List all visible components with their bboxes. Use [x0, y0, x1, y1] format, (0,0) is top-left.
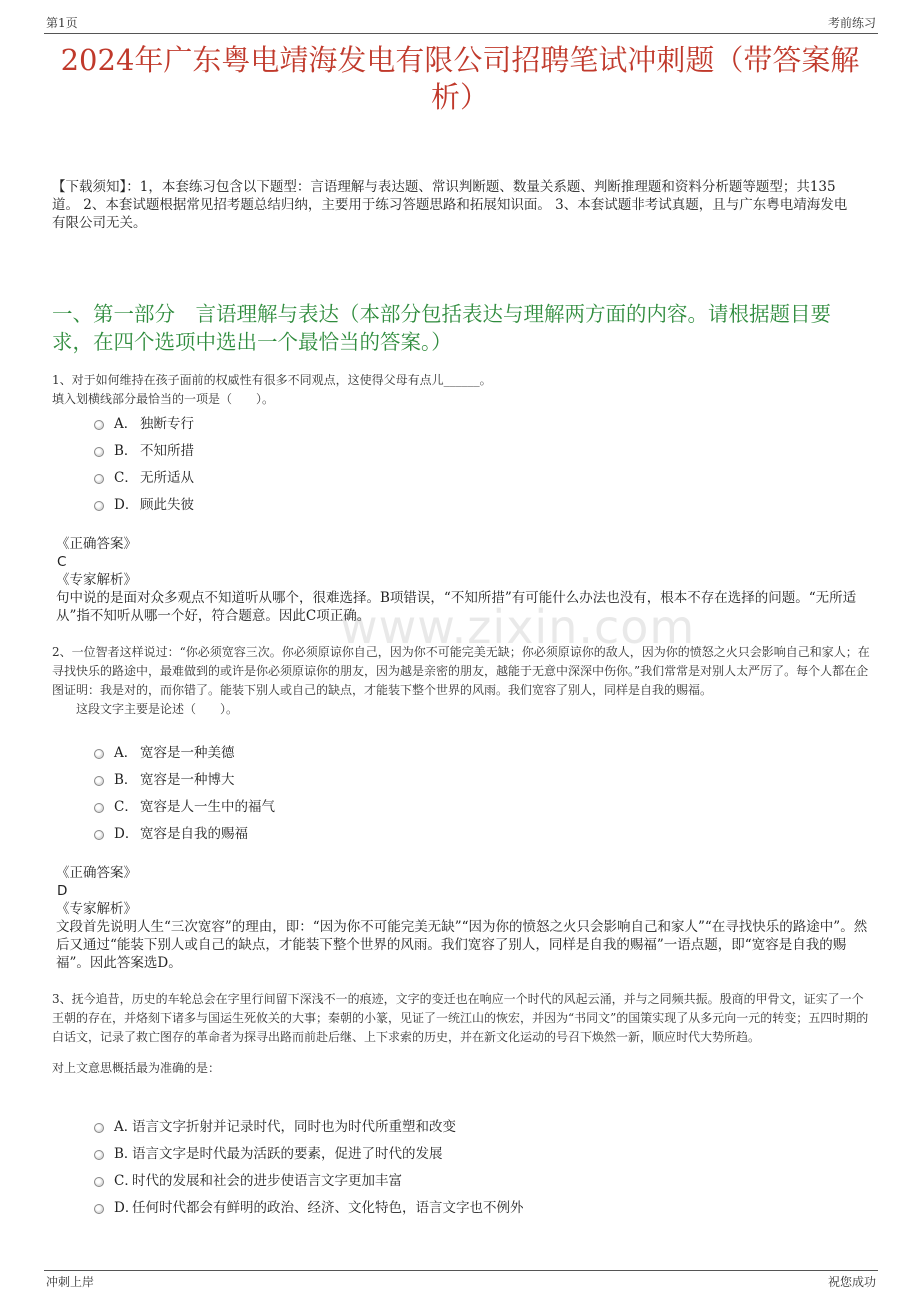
option-b[interactable]: B． 不知所措 — [94, 435, 194, 462]
radio-icon[interactable] — [94, 447, 104, 457]
option-c[interactable]: C． 宽容是人一生中的福气 — [94, 791, 275, 818]
section-heading: 一、第一部分 言语理解与表达（本部分包括表达与理解两方面的内容。请根据题目要求，在四个选项中选出一个最恰当的答案。） — [52, 302, 831, 354]
download-notice: 【下载须知】：1，本套练习包含以下题型：言语理解与表达题、常识判断题、数量关系题、判断推理题和资料分析题等题型；共135道。 2、本套试题根据常见招考题总结归纳，主要用于练习答题思路和拓展知识面。 3、本套试题非考试真题，且与广东粤电靖海发电有限公司无关。 — [52, 179, 848, 231]
option-a[interactable]: A． 独断专行 — [94, 408, 194, 435]
option-d[interactable]: D． 宽容是自我的赐福 — [94, 818, 275, 845]
analysis-label: 《专家解析》 — [56, 901, 137, 917]
question-1 — [52, 371, 870, 409]
radio-icon[interactable] — [94, 474, 104, 484]
option-b[interactable]: B． 宽容是一种博大 — [94, 764, 275, 791]
header-right-label: 考前练习 — [827, 16, 876, 30]
question-3 — [52, 990, 870, 1078]
option-d[interactable]: D． 任何时代都会有鲜明的政治、经济、文化特色，语言文字也不例外 — [94, 1192, 524, 1219]
footer-right-label: 祝您成功 — [827, 1275, 876, 1289]
options-q3 — [94, 1111, 524, 1219]
question-prompt: 对上文意思概括最为准确的是： — [52, 1061, 221, 1075]
question-stem: 2、一位智者这样说过：“你必须宽容三次。你必须原谅你自己，因为你不可能完美无缺；你必须原谅你的敌人，因为你的愤怒之火只会影响自己和家人；在寻找快乐的路途中，最难做到的或许是你必须原谅你的朋友，因为越是亲密的朋友，越能于无意中深深中伤你。”我们常常是对别人太严厉了。每个人都在企图证明：我是对的，而你错了。能装下别人或自己的缺点，才能装下整个世界的风雨。我们宽容了别人，同样是自我的赐福。 — [52, 645, 870, 697]
answer-label: 《正确答案》 — [56, 865, 137, 881]
radio-icon[interactable] — [94, 776, 104, 786]
radio-icon[interactable] — [94, 1177, 104, 1187]
radio-icon[interactable] — [94, 830, 104, 840]
answer-value: C — [57, 554, 67, 570]
question-2 — [52, 643, 870, 719]
option-a[interactable]: A． 宽容是一种美德 — [94, 737, 275, 764]
option-c[interactable]: C． 无所适从 — [94, 462, 194, 489]
radio-icon[interactable] — [94, 1123, 104, 1133]
radio-icon[interactable] — [94, 1204, 104, 1214]
radio-icon[interactable] — [94, 1150, 104, 1160]
question-stem: 1、对于如何维持在孩子面前的权威性有很多不同观点，这使得父母有点儿______。 — [52, 373, 492, 387]
options-q2 — [94, 737, 275, 845]
page-title: 2024年广东粤电靖海发电有限公司招聘笔试冲刺题（带答案解析） — [60, 43, 860, 114]
question-prompt: 这段文字主要是论述（ ）。 — [76, 702, 239, 716]
watermark: www.zixin.com — [340, 600, 696, 654]
radio-icon[interactable] — [94, 749, 104, 759]
footer-divider — [44, 1270, 878, 1271]
option-a[interactable]: A． 语言文字折射并记录时代，同时也为时代所重塑和改变 — [94, 1111, 524, 1138]
option-d[interactable]: D． 顾此失彼 — [94, 489, 194, 516]
option-b[interactable]: B． 语言文字是时代最为活跃的要素，促进了时代的发展 — [94, 1138, 524, 1165]
radio-icon[interactable] — [94, 803, 104, 813]
option-c[interactable]: C． 时代的发展和社会的进步使语言文字更加丰富 — [94, 1165, 524, 1192]
question-stem: 3、抚今追昔，历史的车轮总会在字里行间留下深浅不一的痕迹，文字的变迁也在响应一个时代的风起云涌，并与之同频共振。殷商的甲骨文，证实了一个王朝的存在，并烙刻下诸多与国运生死攸关的大事；秦朝的小篆，见证了一统江山的恢宏，并因为“书同文”的国策实现了从多元向一元的转变；五四时期的白话文，记录了救亡图存的革命者为探寻出路而前赴后继、上下求索的历史，并在新文化运动的号召下焕然一新，顺应时代大势所趋。 — [52, 992, 869, 1044]
page-number: 第1页 — [46, 16, 78, 30]
answer-block-q1 — [56, 535, 870, 625]
analysis-label: 《专家解析》 — [56, 572, 137, 588]
radio-icon[interactable] — [94, 420, 104, 430]
analysis-text: 句中说的是面对众多观点不知道听从哪个，很难选择。B项错误，“不知所措”有可能什么办法也没有，根本不存在选择的问题。“无所适从”指不知听从哪一个好，符合题意。因此C项正确。 — [56, 590, 857, 624]
analysis-text: 文段首先说明人生“三次宽容”的理由，即：“因为你不可能完美无缺”“因为你的愤怒之火只会影响自己和家人”“在寻找快乐的路途中”。然后又通过“能装下别人或自己的缺点，才能装下整个世界的风雨。我们宽容了别人，同样是自我的赐福”一语点题，即“宽容是自我的赐福”。因此答案选D。 — [56, 919, 868, 971]
question-prompt: 填入划横线部分最恰当的一项是（ ）。 — [52, 392, 275, 406]
header-divider — [44, 33, 878, 34]
options-q1 — [94, 408, 194, 516]
answer-label: 《正确答案》 — [56, 536, 137, 552]
radio-icon[interactable] — [94, 501, 104, 511]
answer-block-q2 — [56, 864, 870, 972]
footer-left-label: 冲刺上岸 — [46, 1275, 95, 1289]
answer-value: D — [57, 883, 68, 899]
